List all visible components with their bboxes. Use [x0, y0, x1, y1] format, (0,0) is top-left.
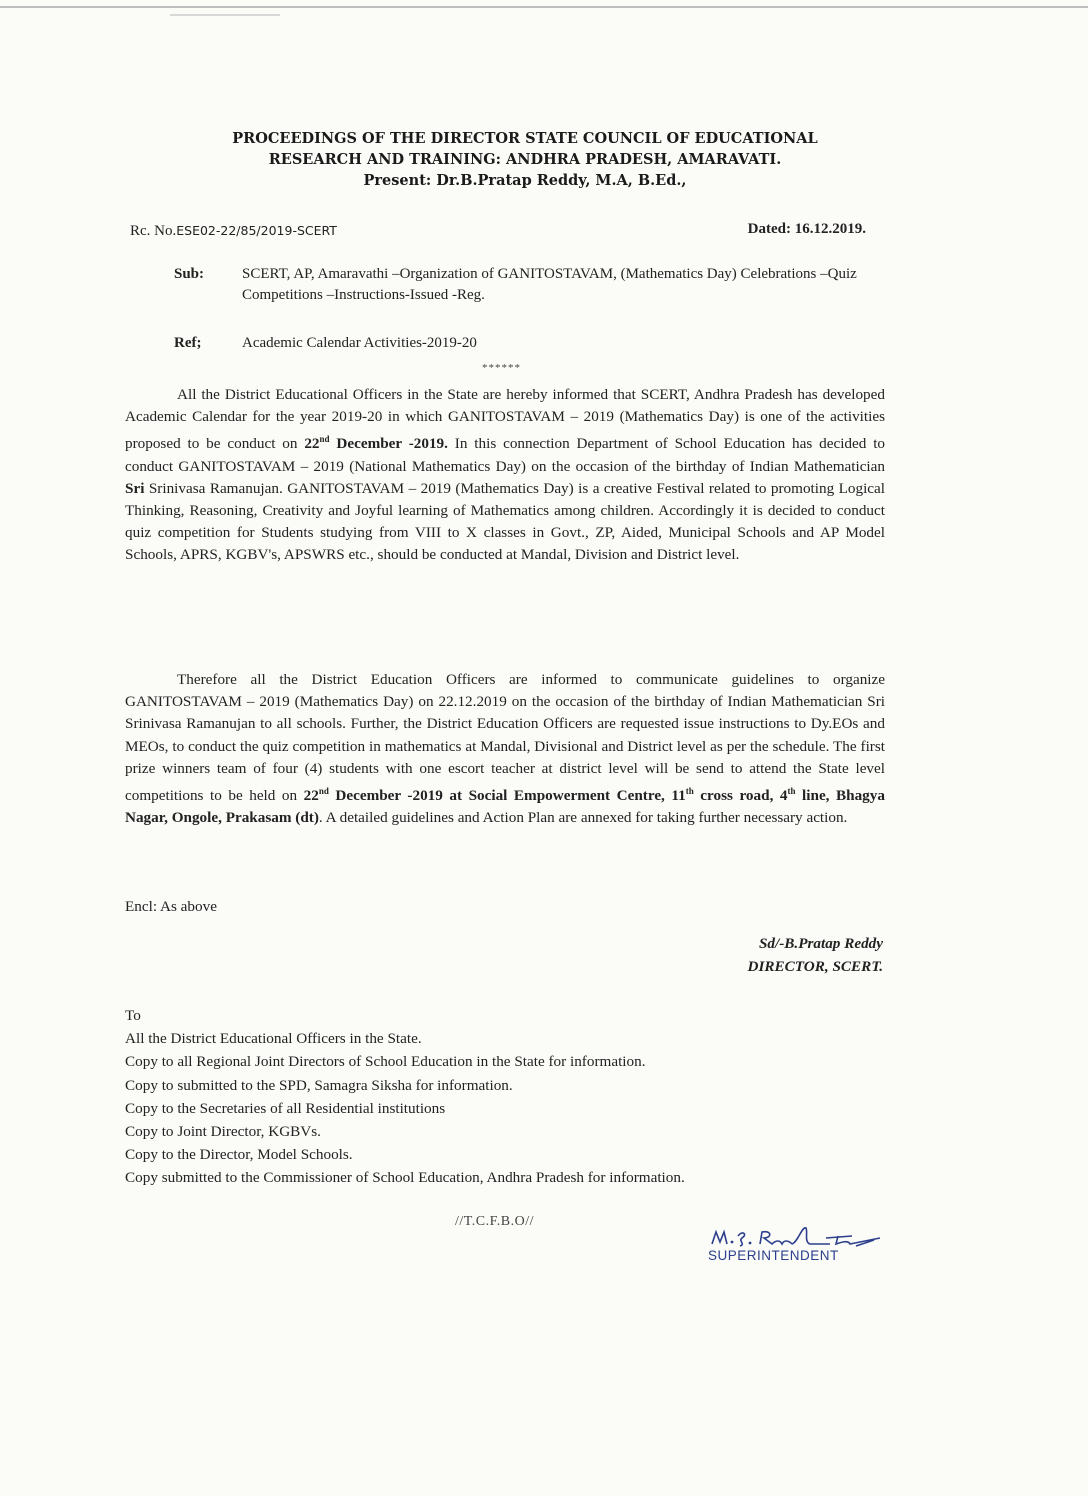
- reference-number: [130, 223, 337, 240]
- enclosure: Encl: As above: [125, 898, 217, 915]
- p2-text-2: . A detailed guidelines and Action Plan are annexed for taking further necessary action.: [318, 809, 848, 827]
- reference-prefix: Rc. No.: [130, 223, 177, 239]
- dated-line: Dated: 16.12.2019.: [747, 221, 866, 237]
- signature-block: [748, 932, 883, 978]
- recipients-list: [125, 1004, 685, 1190]
- recipient-item: Copy submitted to the Commissioner of School Education, Andhra Pradesh for information.: [125, 1169, 685, 1187]
- recipient-item: Copy to Joint Director, KGBVs.: [125, 1123, 321, 1141]
- p1-text-2: In this connection Department of School Education has decided to conduct GANITOSTAVAM – 2019 (National Mathematics Day) on the occasion of the birthday of Indian Mathematician: [125, 435, 886, 475]
- p2-text-1: Therefore all the District Education Officers are informed to communicate guidelines to organize GANITOSTAVAM – 2019 (Mathematics Day) on 22.12.2019 on the occasion of the birthday of Indian Mathematician Sri Srinivasa Ramanujan to all schools. Further, the District Education Officers are requested issue instructions to Dy.EOs and MEOs, to conduct the quiz competition in mathematics at Mandal, Divisional and District level as per the schedule. The first prize winners team of four (4) students with one escort teacher at district level will be send to attend the State level competitions to be held on: [125, 671, 885, 805]
- p1-date: 22nd December -2019.: [304, 434, 448, 453]
- signatory-title: DIRECTOR, SCERT.: [747, 958, 883, 975]
- recipient-item: Copy to the Secretaries of all Residential institutions: [125, 1099, 446, 1117]
- reference-code: ESE02-22/85/2019-SCERT: [176, 223, 337, 238]
- true-copy-forwarded: //T.C.F.B.O//: [455, 1214, 535, 1229]
- p1-text-3: Srinivasa Ramanujan. GANITOSTAVAM – 2019 (Mathematics Day) is a creative Festival related to promoting Logical Thinking, Reasoning, Creativity and Joyful learning of Mathematics among children. Accordingly it is decided to conduct quiz competition for Students studying from VIII to X classes in Govt., ZP, Aided, Municipal Schools and AP Model Schools, APRS, KGBV's, APSWRS etc., should be conducted at Mandal, Division and District level.: [125, 479, 885, 564]
- p1-text-1: All the District Educational Officers in the State are hereby informed that SCERT, Andhra Pradesh has developed Academic Calendar for the year 2019-20 in which GANITOSTAVAM – 2019 (Mathematics Day) is one of the activities proposed to be conduct on: [125, 386, 885, 453]
- subject-text: SCERT, AP, Amaravathi –Organization of GANITOSTAVAM, (Mathematics Day) Celebrations –Quiz Competitions –Instructions-Issued -Reg.: [242, 266, 857, 303]
- header-line-1: PROCEEDINGS OF THE DIRECTOR STATE COUNCIL OF EDUCATIONAL: [232, 130, 818, 147]
- p1-sri: Sri: [125, 479, 145, 497]
- superintendent-stamp: [680, 1222, 890, 1272]
- ref-label: Ref;: [174, 335, 202, 351]
- paragraph-1: [125, 384, 885, 567]
- paragraph-2: [125, 669, 885, 829]
- subject-line: [174, 264, 894, 306]
- header-line-3: Present: Dr.B.Pratap Reddy, M.A, B.Ed.,: [363, 172, 687, 189]
- recipient-item: All the District Educational Officers in the State.: [125, 1030, 422, 1048]
- recipient-item: Copy to all Regional Joint Directors of School Education in the State for information.: [125, 1053, 646, 1071]
- recipient-item: Copy to the Director, Model Schools.: [125, 1146, 353, 1164]
- ref-line: [174, 335, 477, 352]
- subject-label: Sub:: [174, 266, 205, 282]
- scan-edge-line: [0, 6, 1088, 8]
- signatory-name: Sd/-B.Pratap Reddy: [758, 935, 883, 952]
- ref-text: Academic Calendar Activities-2019-20: [242, 335, 477, 351]
- header-line-2: RESEARCH AND TRAINING: ANDHRA PRADESH, AMARAVATI.: [268, 151, 782, 168]
- recipient-item: Copy to submitted to the SPD, Samagra Siksha for information.: [125, 1076, 513, 1094]
- p2-venue: 22nd December -2019 at Social Empowerment Centre, 11th cross road, 4th line, Bhagya Nagar, Ongole, Prakasam (dt): [125, 786, 885, 827]
- proceedings-header: [130, 128, 920, 191]
- scan-edge-mark: [170, 14, 280, 16]
- to-label: To: [125, 1007, 141, 1024]
- superintendent-label: SUPERINTENDENT: [708, 1248, 839, 1263]
- separator-stars: ******: [482, 362, 521, 374]
